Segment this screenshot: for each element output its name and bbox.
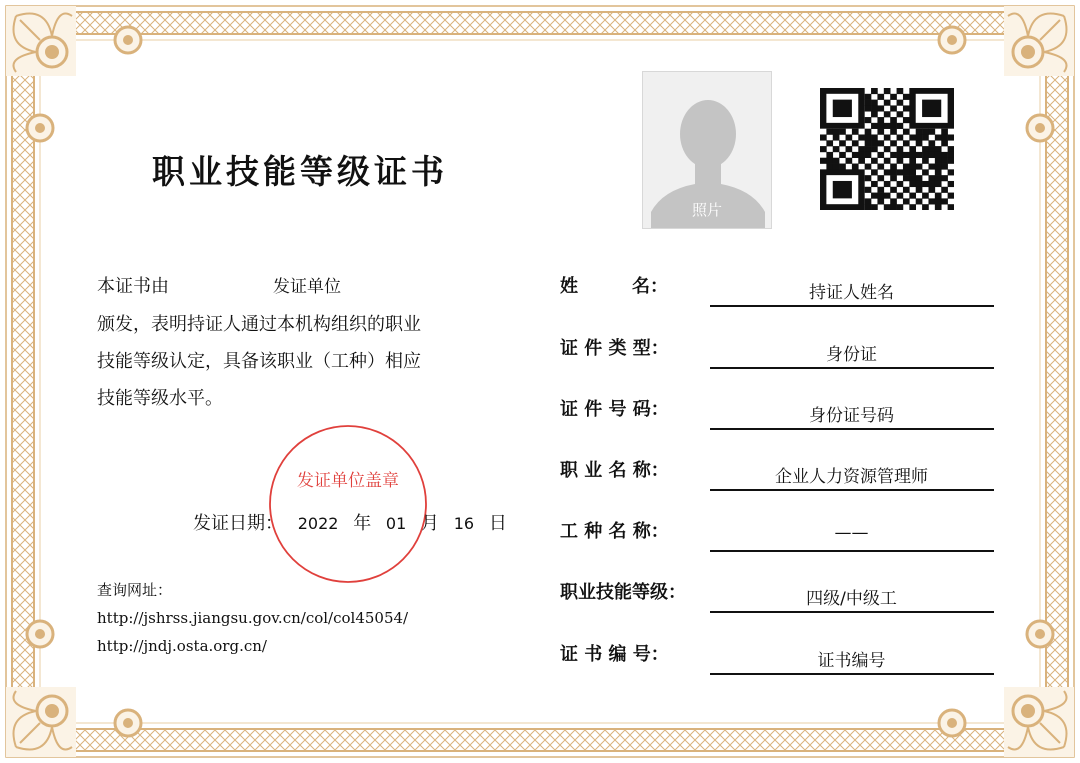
certificate-statement bbox=[97, 268, 517, 417]
issue-date-label: 发证日期： bbox=[193, 513, 283, 534]
statement-line-4: 技能等级水平。 bbox=[97, 388, 223, 409]
seal-text: 发证单位盖章 bbox=[297, 471, 399, 491]
query-urls bbox=[97, 576, 408, 660]
year-unit: 年 bbox=[353, 513, 372, 534]
month-unit: 月 bbox=[421, 513, 440, 534]
query-url-1[interactable]: http://jshrss.jiangsu.gov.cn/col/col45054/ bbox=[97, 609, 409, 627]
field-row bbox=[560, 334, 995, 374]
issue-date bbox=[193, 509, 516, 535]
field-label: 职 业 名 称： bbox=[560, 460, 669, 481]
field-label: 证 件 号 码： bbox=[560, 399, 669, 420]
field-underline bbox=[710, 673, 994, 675]
photo-placeholder bbox=[642, 71, 772, 229]
field-value: 企业人力资源管理师 bbox=[775, 467, 928, 487]
field-underline bbox=[710, 550, 994, 552]
field-value: 证书编号 bbox=[817, 651, 886, 671]
field-label: 姓 名： bbox=[560, 276, 668, 297]
field-row bbox=[560, 578, 995, 618]
field-row bbox=[560, 517, 995, 557]
qr-code[interactable] bbox=[820, 88, 954, 210]
official-seal bbox=[268, 424, 428, 584]
day-unit: 日 bbox=[488, 513, 507, 534]
field-row bbox=[560, 456, 995, 496]
field-row bbox=[560, 272, 995, 312]
query-label: 查询网址： bbox=[97, 581, 173, 599]
issue-month: 01 bbox=[385, 514, 407, 533]
field-underline bbox=[710, 611, 994, 613]
statement-line-2: 颁发，表明持证人通过本机构组织的职业 bbox=[97, 314, 421, 335]
query-url-2[interactable]: http://jndj.osta.org.cn/ bbox=[97, 637, 267, 655]
field-value: —— bbox=[834, 523, 869, 543]
issue-day: 16 bbox=[453, 514, 475, 533]
statement-prefix: 本证书由 bbox=[97, 276, 169, 297]
field-row bbox=[560, 395, 995, 435]
field-label: 工 种 名 称： bbox=[560, 521, 669, 542]
field-row bbox=[560, 640, 995, 680]
field-label: 证 书 编 号： bbox=[560, 644, 669, 665]
issue-year: 2022 bbox=[297, 514, 339, 533]
field-underline bbox=[710, 305, 994, 307]
issuer-placeholder: 发证单位 bbox=[273, 277, 341, 297]
statement-line-3: 技能等级认定，具备该职业（工种）相应 bbox=[97, 351, 421, 372]
field-underline bbox=[710, 428, 994, 430]
field-label: 证 件 类 型： bbox=[560, 338, 669, 359]
field-label: 职业技能等级： bbox=[560, 582, 686, 603]
statement-line-1 bbox=[97, 268, 517, 306]
field-value: 身份证 bbox=[826, 345, 877, 365]
field-value: 身份证号码 bbox=[809, 406, 894, 426]
field-value: 持证人姓名 bbox=[809, 283, 894, 303]
certificate-title: 职业技能等级证书 bbox=[152, 152, 448, 191]
field-value: 四级/中级工 bbox=[806, 589, 897, 609]
field-underline bbox=[710, 367, 994, 369]
field-underline bbox=[710, 489, 994, 491]
photo-label: 照片 bbox=[691, 201, 722, 219]
